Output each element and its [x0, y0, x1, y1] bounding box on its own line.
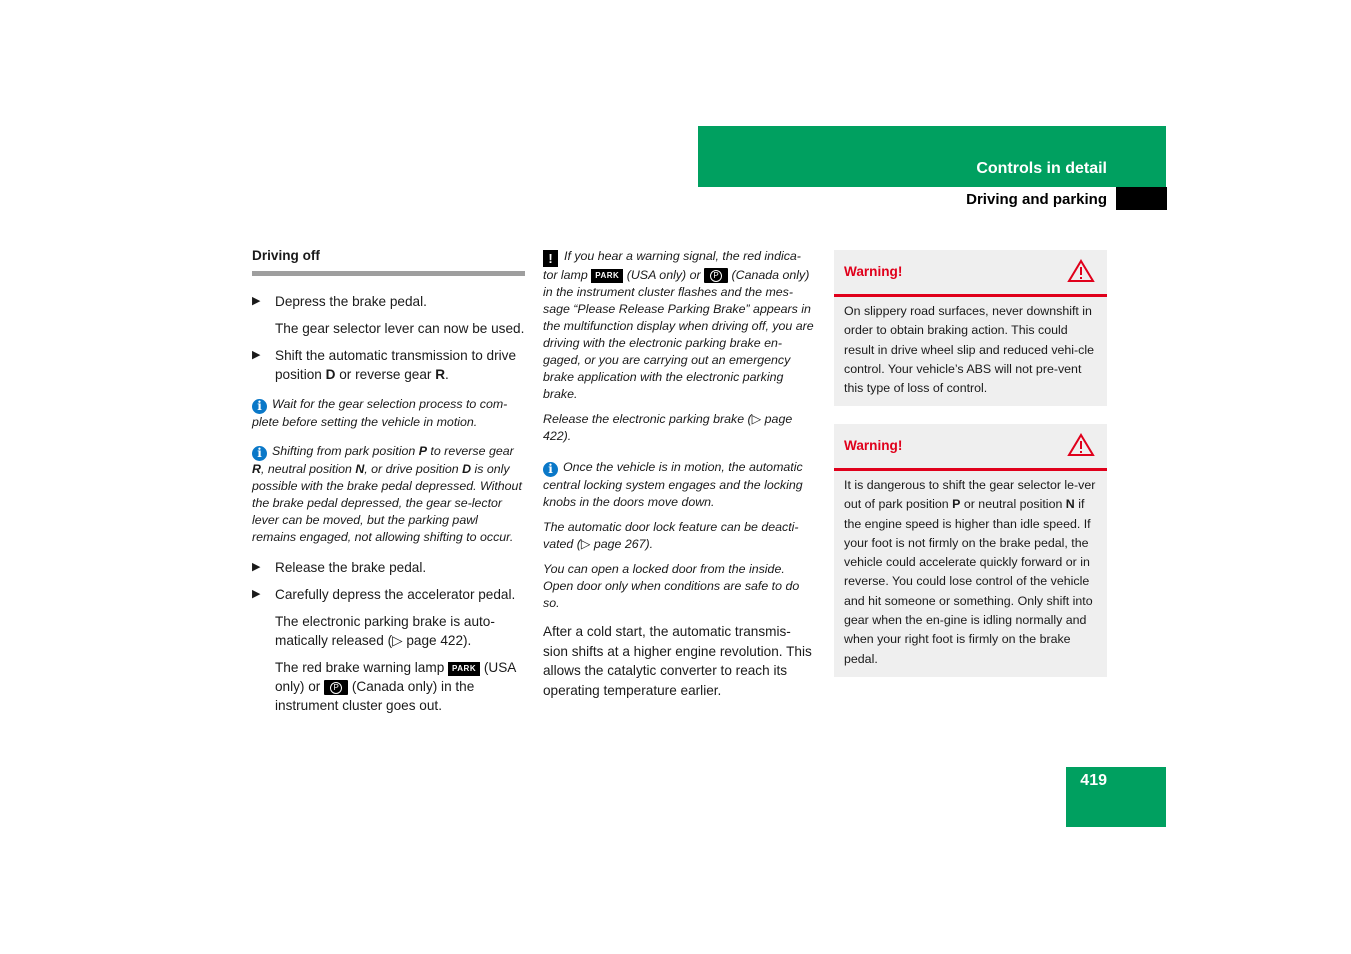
header-marker: [1116, 187, 1167, 210]
bullet-icon: ▶: [252, 561, 261, 573]
heading-driving-off: Driving off: [252, 246, 525, 276]
p-lamp-icon: P: [324, 680, 348, 695]
step-release-brake: ▶ Release the brake pedal.: [252, 560, 427, 575]
warning-triangle-icon: [1067, 433, 1095, 457]
step-result: The gear selector lever can now be used.: [275, 321, 525, 336]
caution-note: ! If you hear a warning signal, the red indica-tor lamp PARK (USA only) or P (Canada only) in the instrument cluster flashes and the mes-sage “Please Release Parking Brake” appears in the multifunction display when driving off, you are driving with the electronic parking brake en-gaged, or you are carrying out an emergency brake application with the electronic parking brake.: [543, 249, 814, 401]
page-number: 419: [1080, 772, 1107, 789]
step-depress-accelerator: ▶ Carefully depress the accelerator pedal.: [252, 587, 516, 602]
park-lamp-icon: PARK: [591, 269, 623, 283]
subsection-title: Driving and parking: [966, 191, 1107, 208]
body-cold-start: After a cold start, the automatic transmis-sion shifts at a higher engine revolution. This allows the catalytic converter to reach its operating temperature earlier.: [543, 624, 812, 698]
step-result: The electronic parking brake is auto-matically released (▷ page 422).: [275, 614, 495, 648]
warning-title: Warning!: [844, 264, 903, 279]
warning-triangle-icon: [1067, 259, 1095, 283]
warning-header: [834, 250, 1107, 297]
step-depress-brake: ▶ Depress the brake pedal.: [252, 294, 427, 309]
bullet-icon: ▶: [252, 349, 261, 361]
park-lamp-icon: PARK: [448, 662, 480, 676]
info-icon: i: [252, 446, 267, 461]
warning-box-gear-shift: [834, 424, 1107, 677]
warning-header: [834, 424, 1107, 471]
warning-text: On slippery road surfaces, never downshift in order to obtain braking action. This could result in drive wheel slip and reduced vehi-cle control. Your vehicle’s ABS will not pre-vent this type of loss of control.: [844, 304, 1095, 396]
info-note-open-door: You can open a locked door from the inside. Open door only when conditions are safe to do so.: [543, 562, 800, 610]
info-note-locking: i Once the vehicle is in motion, the automatic central locking system engages and the locking knobs in the doors move down.: [543, 460, 803, 509]
caution-note-release: Release the electronic parking brake (▷ page 422).: [543, 412, 793, 443]
bullet-icon: ▶: [252, 588, 261, 600]
column-middle: [543, 248, 815, 700]
warning-text: It is dangerous to shift the gear selector le-ver out of park position P or neutral position N if the engine speed is higher than idle speed. If your foot is not firmly on the brake pedal, the vehicle could accelerate quickly forward or in reverse. You could lose control of the vehicle and hit someone or something. Only shift into gear when the en-gine is idling normally and when your right foot is firmly on the brake pedal.: [844, 478, 1096, 666]
warning-title: Warning!: [844, 438, 903, 453]
section-title: Controls in detail: [976, 160, 1107, 177]
step-result-lamp: The red brake warning lamp PARK (USA only) or P (Canada only) in the instrument cluster goes out.: [275, 660, 516, 713]
exclamation-icon: !: [543, 250, 558, 267]
bullet-icon: ▶: [252, 295, 261, 307]
info-note-wait: i Wait for the gear selection process to com-plete before setting the vehicle in motion.: [252, 397, 508, 429]
warning-box-downshift: [834, 250, 1107, 406]
info-note-deactivate: The automatic door lock feature can be deacti-vated (▷ page 267).: [543, 520, 799, 551]
info-icon: i: [252, 399, 267, 414]
p-lamp-icon: P: [704, 268, 728, 283]
column-left: [252, 246, 525, 723]
info-note-shifting: i Shifting from park position P to reverse gear R, neutral position N, or drive position D is only possible with the brake pedal depressed. Without the brake pedal depressed, the gear se-lector lever can be moved, but the parking pawl remains engaged, not allowing shifting to occur.: [252, 444, 522, 544]
step-shift-transmission: ▶ Shift the automatic transmission to drive position D or reverse gear R.: [252, 348, 517, 382]
info-icon: i: [543, 462, 558, 477]
